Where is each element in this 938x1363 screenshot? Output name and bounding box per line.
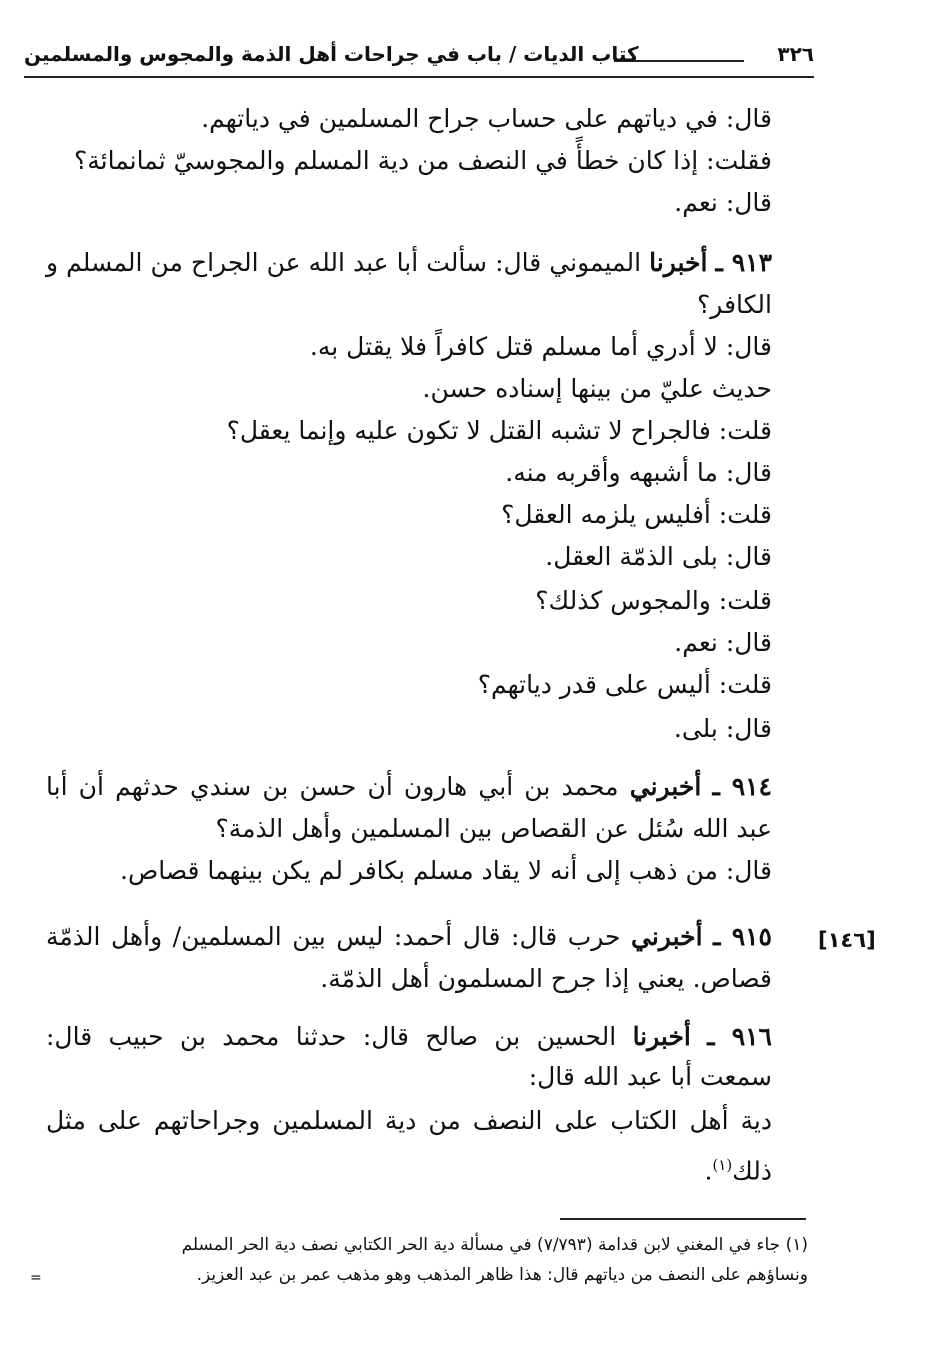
hadith-915-line (46, 920, 772, 954)
hadith-number: ٩١٤ ـ (712, 772, 772, 801)
continuation-mark: = (30, 1270, 42, 1286)
running-header (24, 36, 814, 76)
hadith-text: الحسين بن صالح قال: حدثنا محمد بن حبيب قال: (46, 1022, 617, 1051)
header-underline (24, 76, 814, 78)
page-number: ٣٢٦ (777, 42, 814, 66)
footnote-line: ونساؤهم على النصف من دياتهم قال: هذا ظاهر المذهب وهو مذهب عمر بن عبد العزيز. (196, 1265, 808, 1285)
text-line: فقلت: إذا كان خطأً في النصف من دية المسلم والمجوسيّ ثمانمائة؟ (73, 146, 772, 175)
text-line: قال: بلى الذمّة العقل. (545, 542, 772, 571)
hadith-keyword: أخبرنا (649, 248, 708, 277)
hadith-keyword: أخبرني (631, 922, 703, 951)
hadith-text: الميموني قال: سألت أبا عبد الله عن الجراح من المسلم و (46, 248, 642, 277)
header-title: كتاب الديات / باب في جراحات أهل الذمة والمجوس والمسلمين (24, 42, 639, 66)
footnote-marker: (١) (712, 1156, 733, 1174)
margin-page-reference: [١٤٦] (818, 928, 876, 952)
hadith-keyword: أخبرنا (632, 1022, 691, 1051)
text-line: قال: ما أشبهه وأقربه منه. (505, 458, 772, 487)
hadith-number: ٩١٥ ـ (713, 922, 772, 951)
text-line: سمعت أبا عبد الله قال: (528, 1062, 772, 1091)
text-line: قال: بلى. (673, 714, 772, 743)
text-line: قال: نعم. (674, 628, 772, 657)
text-line: قصاص. يعني إذا جرح المسلمون أهل الذمّة. (320, 964, 772, 993)
text-line: دية أهل الكتاب على النصف من دية المسلمين وجراحاتهم على مثل (46, 1106, 772, 1135)
text-line: ذلك$^{(١)}$. (704, 1156, 772, 1186)
footnote-line: (١) جاء في المغني لابن قدامة (٧/٧٩٣) في مسألة دية الحر الكتابي نصف دية الحر المسلم (181, 1235, 808, 1255)
hadith-keyword: أخبرني (629, 772, 702, 801)
text-line: قلت: أفليس يلزمه العقل؟ (501, 500, 772, 529)
text-line: قال: نعم. (674, 188, 772, 217)
hadith-916-line (46, 1020, 772, 1054)
hadith-914-line (46, 770, 772, 804)
hadith-number: ٩١٦ ـ (707, 1022, 772, 1051)
text-line: قال: في دياتهم على حساب جراح المسلمين في دياتهم. (201, 104, 772, 133)
hadith-913-line (46, 246, 772, 280)
hadith-text: حرب قال: قال أحمد: ليس بين المسلمين/ وأهل الذمّة (46, 922, 621, 951)
text-fragment: ذلك (732, 1156, 772, 1186)
text-line: حديث عليّ من بينها إسناده حسن. (422, 374, 772, 403)
footnote-rule (560, 1218, 806, 1220)
hadith-number: ٩١٣ ـ (715, 248, 773, 277)
text-line: قلت: أليس على قدر دياتهم؟ (477, 670, 772, 699)
text-line: قلت: فالجراح لا تشبه القتل لا تكون عليه وإنما يعقل؟ (226, 416, 772, 445)
hadith-text: محمد بن أبي هارون أن حسن بن سندي حدثهم أن أبا (46, 772, 619, 801)
text-line: الكافر؟ (697, 290, 772, 319)
text-line: قال: من ذهب إلى أنه لا يقاد مسلم بكافر لم يكن بينهما قصاص. (120, 856, 772, 885)
text-line: قلت: والمجوس كذلك؟ (535, 586, 772, 615)
text-line: قال: لا أدري أما مسلم قتل كافراً فلا يقتل به. (309, 332, 772, 361)
text-line: عبد الله سُئل عن القصاص بين المسلمين وأهل الذمة؟ (215, 814, 772, 843)
